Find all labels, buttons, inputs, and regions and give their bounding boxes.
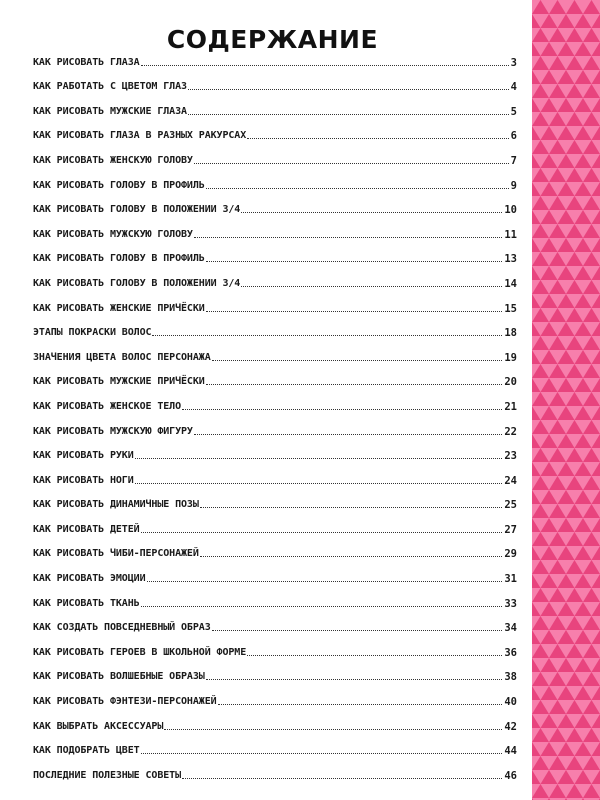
- dot-leader: [188, 88, 509, 90]
- dot-leader: [206, 383, 503, 385]
- toc-entry[interactable]: [33, 94, 517, 119]
- dot-leader: [194, 433, 502, 435]
- toc-entry-page-number: 42: [504, 720, 517, 733]
- dot-leader: [241, 285, 502, 287]
- toc-entry[interactable]: [33, 488, 517, 513]
- toc-entry[interactable]: [33, 684, 517, 709]
- toc-entry[interactable]: [33, 611, 517, 636]
- dot-leader: [135, 482, 503, 484]
- dot-leader: [241, 211, 502, 213]
- toc-entry-title: КАК РИСОВАТЬ ФЭНТЕЗИ-ПЕРСОНАЖЕЙ: [33, 696, 217, 708]
- toc-entry[interactable]: [33, 389, 517, 414]
- toc-entry-title: КАК РИСОВАТЬ ЖЕНСКУЮ ГОЛОВУ: [33, 154, 193, 166]
- toc-entry[interactable]: [33, 414, 517, 439]
- dot-leader: [182, 408, 502, 410]
- toc-entry-page-number: 29: [504, 548, 517, 561]
- toc-entry[interactable]: [33, 660, 517, 685]
- toc-entry-page-number: 14: [504, 277, 517, 290]
- toc-entry-page-number: 15: [504, 302, 517, 315]
- toc-entry[interactable]: [33, 70, 517, 95]
- dot-leader: [218, 703, 503, 705]
- toc-entry-page-number: 46: [504, 769, 517, 782]
- toc-entry-title: ЭТАПЫ ПОКРАСКИ ВОЛОС: [33, 327, 152, 339]
- toc-entry-page-number: 25: [504, 499, 517, 512]
- toc-entry-title: КАК ВЫБРАТЬ АКСЕССУАРЫ: [33, 720, 164, 732]
- toc-entry[interactable]: [33, 45, 517, 70]
- dot-leader: [141, 605, 503, 607]
- toc-entry-title: КАК РИСОВАТЬ ЧИБИ-ПЕРСОНАЖЕЙ: [33, 548, 199, 560]
- dot-leader: [141, 531, 503, 533]
- toc-entry-title: КАК РИСОВАТЬ ДИНАМИЧНЫЕ ПОЗЫ: [33, 499, 199, 511]
- dot-leader: [247, 137, 509, 139]
- table-of-contents: [33, 45, 517, 783]
- dot-leader: [194, 236, 502, 238]
- toc-entry-title: КАК РИСОВАТЬ ЖЕНСКИЕ ПРИЧЁСКИ: [33, 302, 205, 314]
- toc-entry-title: КАК РИСОВАТЬ ТКАНЬ: [33, 597, 140, 609]
- toc-entry-title: КАК РИСОВАТЬ МУЖСКИЕ ПРИЧЁСКИ: [33, 376, 205, 388]
- toc-entry-page-number: 24: [504, 474, 517, 487]
- toc-entry-title: КАК РИСОВАТЬ ГЛАЗА: [33, 56, 140, 68]
- toc-entry-page-number: 20: [504, 376, 517, 389]
- toc-entry[interactable]: [33, 217, 517, 242]
- toc-entry[interactable]: [33, 463, 517, 488]
- toc-entry-page-number: 33: [504, 597, 517, 610]
- dot-leader: [141, 64, 509, 66]
- toc-entry-title: КАК РИСОВАТЬ ГОЛОВУ В ПОЛОЖЕНИИ 3/4: [33, 277, 241, 289]
- toc-entry-title: КАК РИСОВАТЬ ВОЛШЕБНЫЕ ОБРАЗЫ: [33, 671, 205, 683]
- toc-entry-page-number: 44: [504, 745, 517, 758]
- toc-entry[interactable]: [33, 143, 517, 168]
- toc-entry-page-number: 13: [504, 253, 517, 266]
- dot-leader: [206, 187, 509, 189]
- toc-entry-title: КАК РИСОВАТЬ ЭМОЦИИ: [33, 573, 146, 585]
- toc-entry[interactable]: [33, 266, 517, 291]
- toc-entry-page-number: 18: [504, 327, 517, 340]
- dot-leader: [212, 629, 503, 631]
- toc-entry[interactable]: [33, 242, 517, 267]
- toc-entry-title: КАК РАБОТАТЬ С ЦВЕТОМ ГЛАЗ: [33, 81, 187, 93]
- toc-entry[interactable]: [33, 758, 517, 783]
- toc-entry-page-number: 3: [510, 56, 517, 69]
- toc-entry-title: КАК РИСОВАТЬ ГОЛОВУ В ПРОФИЛЬ: [33, 179, 205, 191]
- dot-leader: [152, 334, 502, 336]
- toc-entry-title: КАК РИСОВАТЬ НОГИ: [33, 474, 134, 486]
- toc-entry-page-number: 5: [510, 105, 517, 118]
- toc-entry-title: КАК РИСОВАТЬ МУЖСКУЮ ГОЛОВУ: [33, 228, 193, 240]
- toc-entry[interactable]: [33, 316, 517, 341]
- toc-entry[interactable]: [33, 119, 517, 144]
- toc-entry-page-number: 40: [504, 696, 517, 709]
- dot-leader: [206, 678, 503, 680]
- dot-leader: [206, 260, 503, 262]
- triangle-pattern-icon: [532, 0, 600, 800]
- toc-entry[interactable]: [33, 709, 517, 734]
- dot-leader: [194, 162, 509, 164]
- toc-entry-page-number: 7: [510, 154, 517, 167]
- toc-entry-page-number: 21: [504, 400, 517, 413]
- dot-leader: [200, 555, 503, 557]
- toc-entry-title: КАК РИСОВАТЬ ДЕТЕЙ: [33, 523, 140, 535]
- dot-leader: [200, 506, 503, 508]
- toc-entry-page-number: 36: [504, 646, 517, 659]
- decorative-side-stripe: [532, 0, 600, 800]
- toc-entry-title: КАК РИСОВАТЬ МУЖСКУЮ ФИГУРУ: [33, 425, 193, 437]
- toc-entry[interactable]: [33, 734, 517, 759]
- toc-entry-title: КАК РИСОВАТЬ ГЕРОЕВ В ШКОЛЬНОЙ ФОРМЕ: [33, 646, 247, 658]
- toc-entry[interactable]: [33, 291, 517, 316]
- toc-entry-page-number: 4: [510, 81, 517, 94]
- toc-entry-title: КАК СОЗДАТЬ ПОВСЕДНЕВНЫЙ ОБРАЗ: [33, 622, 211, 634]
- toc-entry[interactable]: [33, 439, 517, 464]
- toc-entry-page-number: 23: [504, 450, 517, 463]
- toc-entry-page-number: 31: [504, 573, 517, 586]
- toc-entry-page-number: 9: [510, 179, 517, 192]
- toc-entry[interactable]: [33, 586, 517, 611]
- dot-leader: [164, 728, 502, 730]
- dot-leader: [212, 359, 503, 361]
- dot-leader: [206, 310, 503, 312]
- toc-entry-page-number: 38: [504, 671, 517, 684]
- dot-leader: [247, 654, 502, 656]
- page-title: СОДЕРЖАНИЕ: [166, 24, 379, 54]
- toc-entry-title: КАК РИСОВАТЬ ГОЛОВУ В ПРОФИЛЬ: [33, 253, 205, 265]
- dot-leader: [147, 580, 503, 582]
- toc-entry[interactable]: [33, 512, 517, 537]
- toc-entry-page-number: 34: [504, 622, 517, 635]
- toc-entry-title: КАК РИСОВАТЬ ЖЕНСКОЕ ТЕЛО: [33, 400, 182, 412]
- toc-entry[interactable]: [33, 168, 517, 193]
- toc-entry-page-number: 27: [504, 523, 517, 536]
- toc-entry-page-number: 22: [504, 425, 517, 438]
- toc-entry[interactable]: [33, 193, 517, 218]
- toc-entry[interactable]: [33, 635, 517, 660]
- toc-entry-page-number: 11: [504, 228, 517, 241]
- toc-entry[interactable]: [33, 537, 517, 562]
- toc-entry-title: КАК РИСОВАТЬ ГЛАЗА В РАЗНЫХ РАКУРСАХ: [33, 130, 247, 142]
- toc-entry-page-number: 10: [504, 204, 517, 217]
- toc-entry-page-number: 19: [504, 351, 517, 364]
- toc-entry-title: КАК РИСОВАТЬ РУКИ: [33, 450, 134, 462]
- toc-entry[interactable]: [33, 340, 517, 365]
- toc-entry-title: КАК РИСОВАТЬ МУЖСКИЕ ГЛАЗА: [33, 105, 187, 117]
- dot-leader: [182, 777, 502, 779]
- toc-entry-title: ПОСЛЕДНИЕ ПОЛЕЗНЫЕ СОВЕТЫ: [33, 769, 182, 781]
- toc-entry[interactable]: [33, 561, 517, 586]
- toc-entry-title: КАК ПОДОБРАТЬ ЦВЕТ: [33, 745, 140, 757]
- toc-entry-title: ЗНАЧЕНИЯ ЦВЕТА ВОЛОС ПЕРСОНАЖА: [33, 351, 211, 363]
- dot-leader: [188, 113, 509, 115]
- toc-entry-page-number: 6: [510, 130, 517, 143]
- toc-entry-title: КАК РИСОВАТЬ ГОЛОВУ В ПОЛОЖЕНИИ 3/4: [33, 204, 241, 216]
- toc-entry[interactable]: [33, 365, 517, 390]
- dot-leader: [141, 752, 503, 754]
- dot-leader: [135, 457, 503, 459]
